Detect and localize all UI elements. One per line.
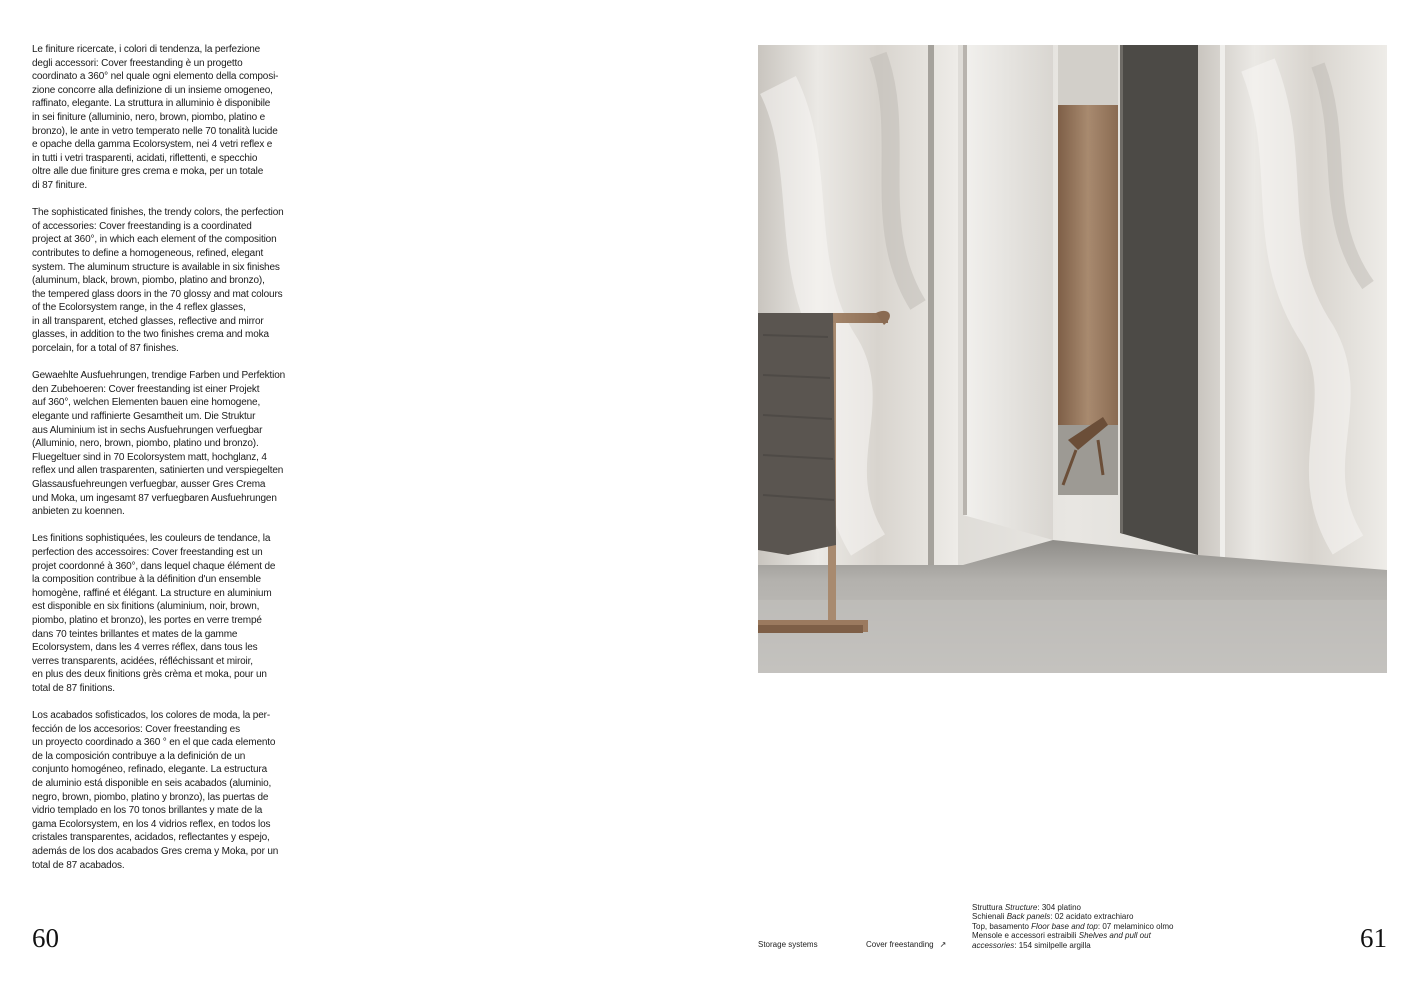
page-number-right: 61 [1360, 923, 1387, 953]
wardrobe-scene-illustration [758, 45, 1387, 673]
credit-shelves-cont: accessories: 154 similpelle argilla [972, 940, 1091, 950]
product-photo [758, 45, 1387, 673]
paragraph-spanish: Los acabados sofisticados, los colores de moda, la per- fección de los accesorios: Cover freestanding es un proyecto coordinado a 360 ° en el que cada elemento de la composición contribuye a la definición de un conjunto homogéneo, refinado, elegante. La estructura de aluminio está disponible en seis acabados (aluminio, negro, brown, piombo, platino y bronzo), las puertas de vidrio templado en los 70 tonos brillantes y mate de la gama Ecolorsystem, en los 4 vidrios reflex, en todos los cristales transparentes, acidados, reflectantes y espejo, además de los dos acabados Gres crema y Moka, por un total de 87 acabados. [32, 710, 279, 871]
footer-section-label: Storage systems [758, 940, 818, 949]
finish-credits [972, 903, 1212, 950]
credit-back-panels: Schienali Back panels: 02 acidato extrachiaro [972, 912, 1134, 922]
body-text [32, 43, 288, 886]
page-number-left: 60 [32, 923, 59, 953]
credit-shelves: Mensole e accessori estraibili Shelves and pull out [972, 931, 1151, 941]
paragraph-english: The sophisticated finishes, the trendy colors, the perfection of accessories: Cover freestanding is a coordinated project at 360°, in which each element of the composition contributes to define a homogeneous, refined, elegant system. The aluminum structure is available in six finishes (aluminum, black, brown, piombo, platino and bronzo), the tempered glass doors in the 70 glossy and mat colours of the Ecolorsystem range, in the 4 reflex glasses, in all transparent, etched glasses, reflective and mirror glasses, in addition to the two finishes crema and moka porcelain, for a total of 87 finishes. [32, 207, 284, 355]
footer-product-label [866, 940, 946, 950]
paragraph-italian: Le finiture ricercate, i colori di tendenza, la perfezione degli accessori: Cover freestanding è un progetto coordinato a 360° nel quale ogni elemento della composi- zione concorre alla definizione di un insieme omogeneo, raffinato, elegante. La struttura in alluminio è disponibile in sei finiture (alluminio, nero, brown, piombo, platino e bronzo), le ante in vetro temperato nelle 70 tonalità lucide e opache della gamma Ecolorsystem, nei 4 vetri reflex e in tutti i vetri trasparenti, acidati, riflettenti, e specchio oltre alle due finiture gres crema e moka, per un totale di 87 finiture. [32, 44, 279, 191]
credit-floor-base: Top, basamento Floor base and top: 07 melaminico olmo [972, 921, 1174, 931]
paragraph-french: Les finitions sophistiquées, les couleurs de tendance, la perfection des accessoires: Cover freestanding est un projet coordonné à 360°, dans lequel chaque élément de la composition contribue à la définition d'un ensemble homogène, raffiné et élégant. La structure en aluminium est disponible en six finitions (aluminium, noir, brown, piombo, platino et bronzo), les portes en verre trempé dans 70 teintes brillantes et mates de la gamme Ecolorsystem, dans les 4 verres réflex, dans tous les verres transparents, acidées, réfléchissant et miroir, en plus des deux finitions grès crèma et moka, pour un total de 87 finitions. [32, 533, 276, 694]
arrow-up-right-icon: ↗ [939, 940, 947, 949]
credit-structure: Struttura Structure: 304 platino [972, 903, 1081, 912]
paragraph-german: Gewaehlte Ausfuehrungen, trendige Farben und Perfektion den Zubehoeren: Cover freestanding ist einer Projekt auf 360°, welchen Elementen bauen eine homogene, elegante und raffinierte Gesamtheit um. Die Struktur aus Aluminium ist in sechs Ausfuehrungen verfuegbar (Alluminio, nero, brown, piombo, platino und bronzo). Fluegeltuer sind in 70 Ecolorsystem matt, hochglanz, 4 reflex und allen trasparenten, satinierten und verspiegelten Glassausfuehreungen verfuegbar, ausser Gres Crema und Moka, um ingesamt 87 verfuegbaren Ausfuehrungen anbieten zu koennen. [32, 370, 286, 518]
footer-product-name: Cover freestanding [866, 940, 934, 949]
